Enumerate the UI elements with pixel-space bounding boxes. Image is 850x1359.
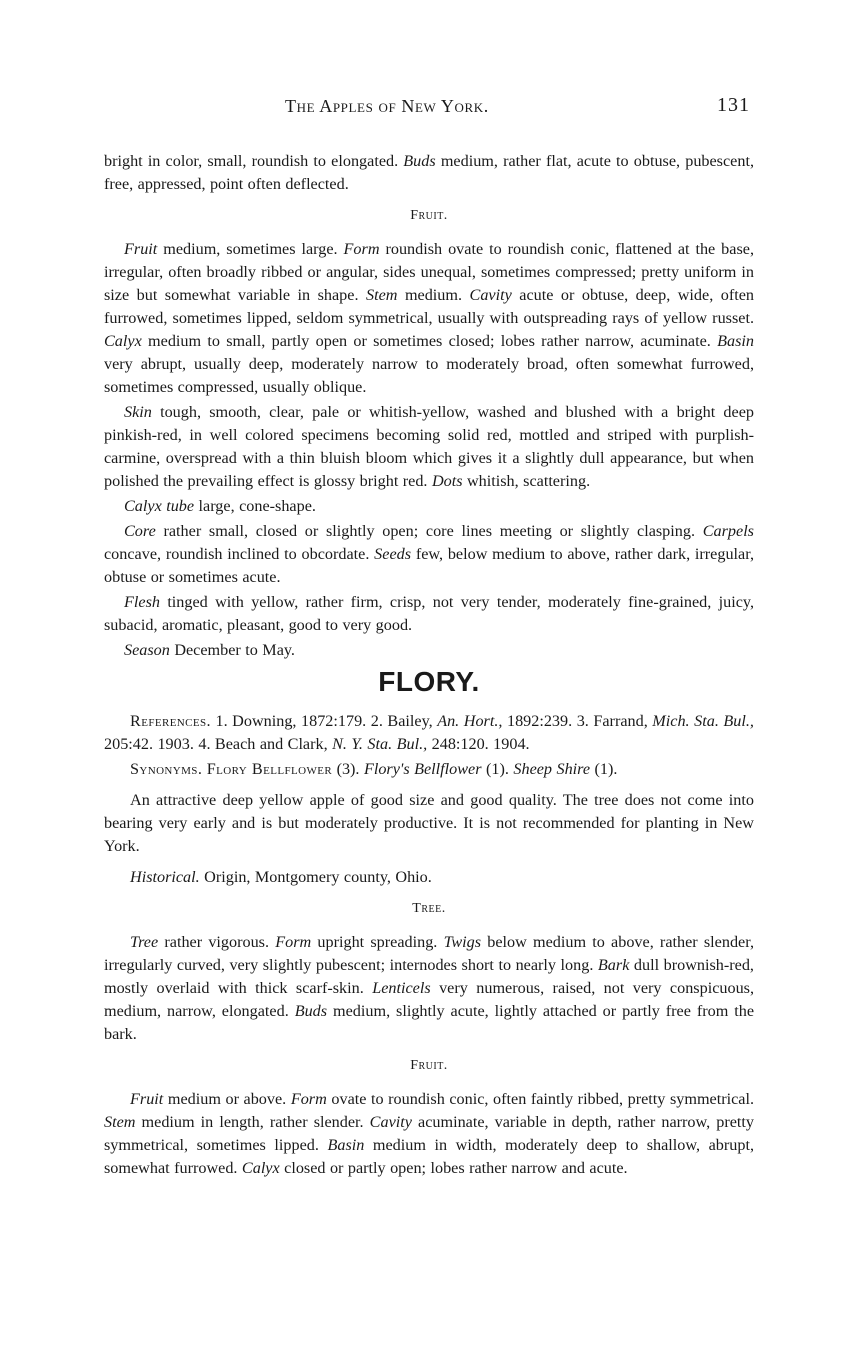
term-stem: Stem [365,286,398,304]
term-cavity: Cavity [469,286,512,304]
paragraph-description: An attractive deep yellow apple of good size and good quality. The tree does not come into bearing very early and is but moderately productive. It is not recommended for planting in New York. [104,791,754,855]
paragraph-references: References. 1. Downing, 1872:179. 2. Bailey, An. Hort., 1892:239. 3. Farrand, Mich. Sta. Bul., 205:42. 1903. 4. Beach and Clark, N. Y. Sta. Bul., 248:120. 1904. [104,712,754,753]
section-heading-fruit: Fruit. [410,208,448,223]
term-fruit: Fruit [130,1090,164,1108]
term-form: Form [290,1090,327,1108]
term-form: Form [343,240,380,258]
running-title: The Apples of New York. [285,96,489,116]
term-form: Form [275,933,312,951]
term-buds: Buds [403,152,436,170]
term-flesh: Flesh [124,593,160,611]
term-season: Season [124,641,170,659]
term-buds: Buds [294,1002,328,1020]
term-cavity: Cavity [369,1113,412,1131]
term-basin: Basin [327,1136,365,1154]
section-heading-tree: Tree. [412,901,446,916]
term-lenticels: Lenticels [372,979,431,997]
term-stem: Stem [104,1113,136,1131]
paragraph-skin: Skin tough, smooth, clear, pale or whitish-yellow, washed and blushed with a bright deep pinkish-red, in well colored specimens becoming solid red, mottled and striped with purplish-carmine, overspread with a thin bluish bloom which gives it a slightly dull appearance, but when polished the prevailing effect is glossy bright red. Dots whitish, scattering. [104,403,754,490]
term-calyx: Calyx [241,1159,280,1177]
paragraph-fruit: Fruit medium, sometimes large. Form roundish ovate to roundish conic, flattened at the base, irregular, often broadly ribbed or angular, sides unequal, sometimes compressed; pretty uniform in size but somewhat variable in shape. Stem medium. Cavity acute or obtuse, deep, wide, often furrowed, sometimes lipped, seldom symmetrical, usually with outspreading rays of yellow russet. Calyx medium to small, partly open or sometimes closed; lobes rather narrow, acuminate. Basin very abrupt, usually deep, moderately narrow to moderately broad, often somewhat furrowed, sometimes compressed, usually oblique. [104,240,755,396]
synonyms-label: Synonyms. [130,760,203,778]
term-seeds: Seeds [374,545,412,563]
term-carpels: Carpels [702,522,754,540]
paragraph-synonyms: Synonyms. Flory Bellflower (3). Flory's Bellflower (1). Sheep Shire (1). [130,760,618,778]
term-core: Core [124,522,156,540]
section-heading-fruit-flory: Fruit. [410,1058,448,1073]
term-historical: Historical. [130,868,200,886]
variety-title: FLORY. [378,666,480,697]
paragraph-historical: Historical. Origin, Montgomery county, Ohio. [130,868,432,886]
paragraph-fruit-flory: Fruit medium or above. Form ovate to roundish conic, often faintly ribbed, pretty symmetrical. Stem medium in length, rather slender. Cavity acuminate, variable in depth, rather narrow, pretty symmetrical, sometimes lipped. Basin medium in width, moderately deep to shallow, abrupt, somewhat furrowed. Calyx closed or partly open; lobes rather narrow and acute. [104,1090,755,1177]
paragraph-season: Season December to May. [124,641,295,659]
paragraph-tree: Tree rather vigorous. Form upright spreading. Twigs below medium to above, rather slender, irregularly curved, very slightly pubescent; internodes short to nearly long. Bark dull brownish-red, mostly overlaid with thick scarf-skin. Lenticels very numerous, raised, not very conspicuous, medium, narrow, elongated. Buds medium, slightly acute, lightly attached or partly free from the bark. [104,933,755,1043]
term-calyx-tube: Calyx tube [124,497,195,515]
term-calyx: Calyx [104,332,142,350]
term-basin: Basin [717,332,755,350]
page-body [104,150,754,1182]
term-tree: Tree [130,933,159,951]
paragraph-buds: bright in color, small, roundish to elongated. Buds medium, rather flat, acute to obtuse, pubescent, free, appressed, point often deflected. [104,152,754,193]
page-number: 131 [717,94,750,116]
paragraph-flesh: Flesh tinged with yellow, rather firm, crisp, not very tender, moderately fine-grained, juicy, subacid, aromatic, pleasant, good to very good. [104,593,754,634]
term-bark: Bark [597,956,630,974]
paragraph-calyx-tube: Calyx tube large, cone-shape. [124,497,316,515]
term-dots: Dots [431,472,463,490]
term-fruit: Fruit [124,240,158,258]
term-twigs: Twigs [443,933,482,951]
references-label: References. [130,712,211,730]
page-header [100,96,750,124]
term-skin: Skin [124,403,152,421]
paragraph-core: Core rather small, closed or slightly open; core lines meeting or slightly clasping. Carpels concave, roundish inclined to obcordate. Seeds few, below medium to above, rather dark, irregular, obtuse or sometimes acute. [104,522,755,586]
